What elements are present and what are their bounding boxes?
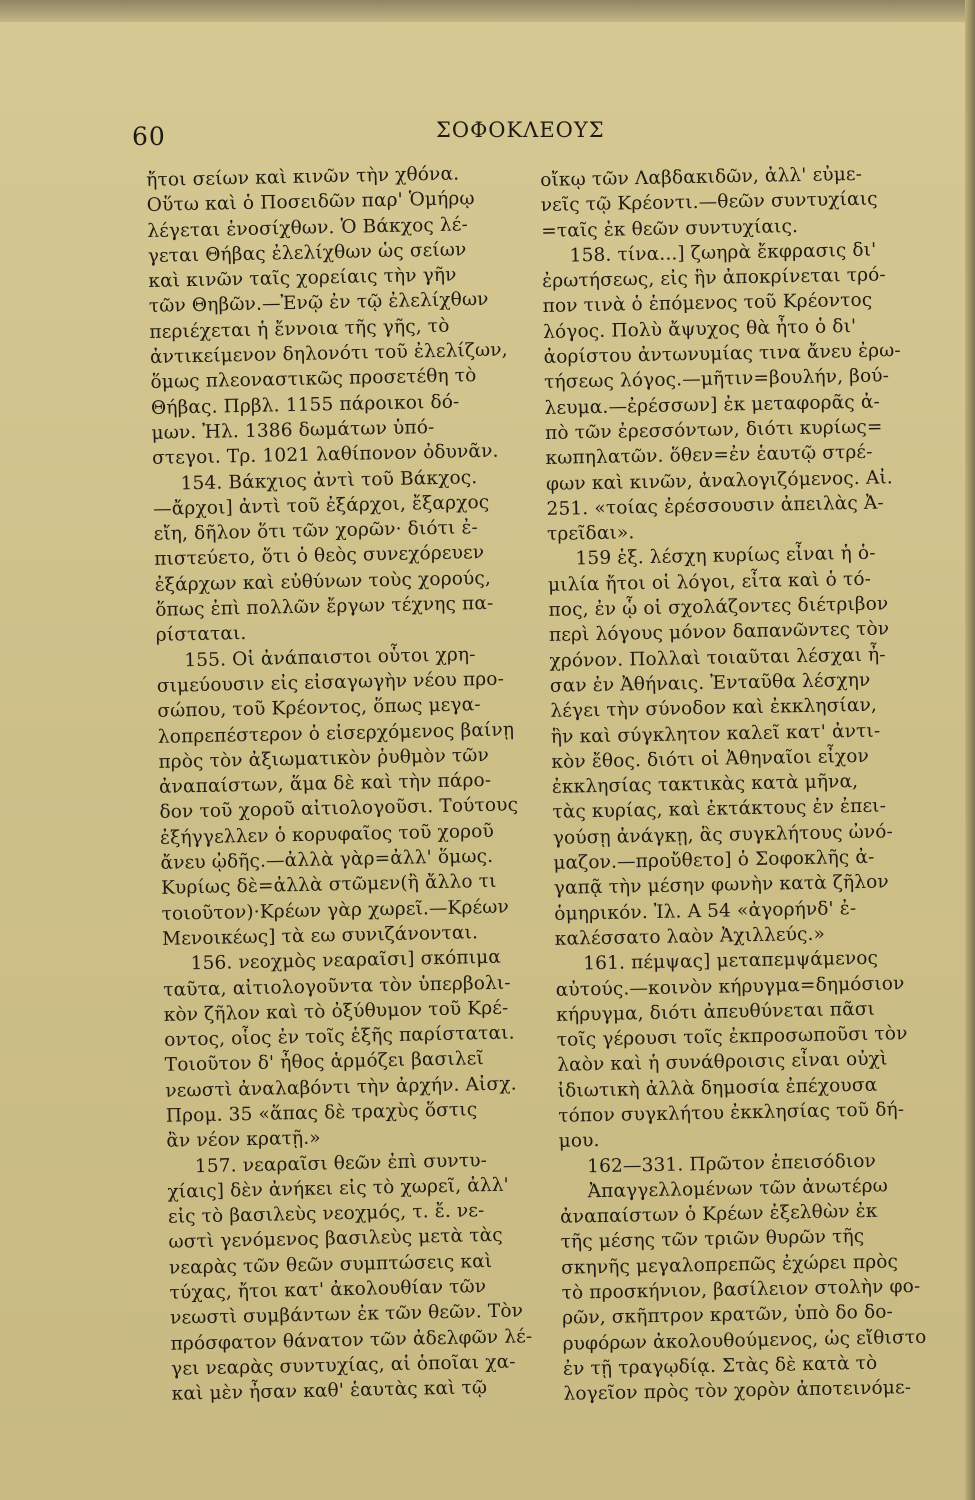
- text-line: τύχας, ἤτοι κατ' ἀκολουθίαν τῶν: [169, 1276, 487, 1304]
- text-line: μαζον.—προὔθετο] ὁ Σοφοκλῆς ἀ-: [553, 846, 875, 874]
- text-line: πος, ἐν ᾧ οἱ σχολάζοντες διέτριβον: [548, 593, 889, 621]
- text-line: 161. πέμψας] μεταπεμψάμενος: [583, 947, 879, 975]
- text-line: πρόσφατον θάνατον τῶν ἀδελφῶν λέ-: [170, 1325, 533, 1355]
- text-line: λογεῖον πρὸς τὸν χορὸν ἀποτεινόμε-: [563, 1377, 912, 1406]
- text-line: πιστεύετο, ὅτι ὁ θεὸς συνεχόρευεν: [153, 542, 485, 571]
- text-line: τοιοῦτον)·Κρέων γὰρ χωρεῖ.—Κρέων: [161, 896, 510, 925]
- page-top-edge: [0, 0, 975, 22]
- text-line: καὶ κινῶν ταῖς χορείαις τὴν γῆν: [148, 264, 457, 293]
- text-line: Τοιοῦτον δ' ἦθος ἁρμόζει βασιλεῖ: [164, 1048, 484, 1077]
- text-line: τῶν Θηβῶν.—Ἐνῷ ἐν τῷ ἐλελίχθων: [148, 289, 489, 318]
- text-line: λόγος. Πολὺ ἄψυχος θὰ ἦτο ὁ δι': [542, 315, 857, 343]
- text-line: λοπρεπέστερον ὁ εἰσερχόμενος βαίνῃ: [157, 718, 515, 748]
- text-line: Μενοικέως] τὰ εω συνιζάνονται.: [161, 922, 479, 950]
- text-line: 157. νεαραῖσι θεῶν ἐπὶ συντυ-: [194, 1149, 488, 1177]
- text-line: τόπον συγκλήτου ἐκκλησίας τοῦ δή-: [558, 1099, 905, 1127]
- text-line: τὰς κυρίας, καὶ ἐκτάκτους ἐν ἐπει-: [552, 795, 887, 824]
- page-right-edge: [965, 0, 975, 1500]
- text-line: ἐξήγγελλεν ὁ κορυφαῖος τοῦ χοροῦ: [159, 820, 495, 849]
- text-line: περιέχεται ἡ ἔννοια τῆς γῆς, τὸ: [149, 315, 450, 343]
- text-line: λέγεται ἐνοσίχθων. Ὁ Βάκχος λέ-: [147, 213, 469, 242]
- text-line: 158. τίνα...] ζωηρὰ ἔκφρασις δι': [569, 239, 877, 267]
- text-line: ὁμηρικόν. Ἰλ. Α 54 «ἀγορήνδ' ἐ-: [554, 897, 857, 925]
- text-line: λαὸν καὶ ἡ συνάθροισις εἶναι οὐχὶ: [557, 1048, 888, 1077]
- text-line: οντος, οἷος ἐν τοῖς ἑξῆς παρίσταται.: [164, 1022, 515, 1051]
- text-line: 156. νεοχμὸς νεαραῖσι] σκόπιμα: [190, 946, 502, 975]
- text-line: λευμα.—ἐρέσσων] ἐκ μεταφορᾶς ἀ-: [544, 391, 881, 419]
- text-line: κήρυγμα, διότι ἀπευθύνεται πᾶσι: [556, 998, 876, 1026]
- text-line: ἐξάρχων καὶ εὐθύνων τοὺς χορούς,: [154, 567, 492, 596]
- text-line: μιλία ἤτοι οἱ λόγοι, εἶτα καὶ ὁ τό-: [547, 568, 872, 596]
- text-line: εἰς τὸ βασιλεὺς νεοχμός, τ. ἔ. νε-: [167, 1200, 485, 1228]
- text-line: 159 ἑξ. λέσχη κυρίως εἶναι ἡ ὁ-: [575, 543, 876, 570]
- text-line: 162—331. Πρῶτον ἐπεισόδιον: [586, 1150, 877, 1177]
- text-line: ἐκκλησίας τακτικὰς κατὰ μῆνα,: [551, 771, 859, 799]
- text-line: ἣν καὶ σύγκλητον καλεῖ κατ' ἀντι-: [550, 720, 881, 748]
- text-line: ἤτοι σείων καὶ κινῶν τὴν χθόνα.: [146, 163, 460, 191]
- text-line: 155. Οἱ ἀνάπαιστοι οὗτοι χρη-: [184, 643, 476, 671]
- text-line: πρὸς τὸν ἀξιωματικὸν ῥυθμὸν τῶν: [158, 744, 490, 773]
- text-line: ὅπως ἐπὶ πολλῶν ἔργων τέχνης πα-: [155, 592, 494, 621]
- text-line: γαπᾷ τὴν μέσην φωνὴν κατὰ ζῆλον: [553, 871, 889, 900]
- text-line: τῆς μέσης τῶν τριῶν θυρῶν τῆς: [560, 1226, 865, 1254]
- right-column: [540, 161, 936, 1407]
- text-line: στεγοι. Τρ. 1021 λαθίπονον ὀδυνᾶν.: [151, 440, 499, 470]
- text-line: δον τοῦ χοροῦ αἰτιολογοῦσι. Τούτους: [159, 794, 519, 824]
- text-line: τοῖς γέρουσι τοῖς ἐκπροσωποῦσι τὸν: [556, 1023, 908, 1051]
- text-line: —ἄρχοι] ἀντὶ τοῦ ἐξάρχοι, ἔξαρχος: [152, 491, 490, 520]
- page-number: 60: [132, 122, 166, 151]
- text-line: ἂν νέον κρατῇ.»: [166, 1127, 322, 1153]
- text-line: οἴκῳ τῶν Λαβδακιδῶν, ἀλλ' εὐμε-: [540, 163, 863, 191]
- text-line: Προμ. 35 «ἅπας δὲ τραχὺς ὅστις: [165, 1099, 478, 1127]
- text-line: ἀορίστου ἀντωνυμίας τινα ἄνευ ἐρω-: [543, 340, 902, 369]
- text-line: Θήβας. Πρβλ. 1155 πάροικοι δό-: [150, 391, 460, 419]
- text-line: νεῖς τῷ Κρέοντι.—θεῶν συντυχίαις: [540, 188, 878, 217]
- text-line: κὸν ζῆλον καὶ τὸ ὀξύθυμον τοῦ Κρέ-: [163, 997, 509, 1026]
- text-line: ἰδιωτικὴ ἀλλὰ δημοσία ἐπέχουσα: [557, 1074, 878, 1102]
- text-line: Οὕτω καὶ ὁ Ποσειδῶν παρ' Ὁμήρῳ: [146, 188, 475, 217]
- text-line: γει νεαρὰς συντυχίας, αἱ ὁποῖαι χα-: [170, 1351, 516, 1380]
- text-line: ἀναπαίστων, ἅμα δὲ καὶ τὴν πάρο-: [158, 770, 492, 798]
- text-line: χίαις] δὲν ἀνήκει εἰς τὸ χωρεῖ, ἀλλ': [167, 1174, 510, 1203]
- text-line: Κυρίως δὲ=ἀλλὰ στῶμεν(ἢ ἄλλο τι: [160, 871, 497, 900]
- text-line: εἴη, δῆλον ὅτι τῶν χορῶν· διότι ἐ-: [153, 517, 479, 546]
- text-line: ἐρωτήσεως, εἰς ἣν ἀποκρίνεται τρό-: [541, 264, 887, 293]
- text-line: κὸν ἔθος. διότι οἱ Ἀθηναῖοι εἶχον: [551, 745, 870, 773]
- text-line: αὐτούς.—κοινὸν κήρυγμα=δημόσιον: [555, 972, 905, 1001]
- text-line: 154. Βάκχιος ἀντὶ τοῦ Βάκχος.: [180, 466, 478, 494]
- text-line: μου.: [558, 1130, 600, 1153]
- text-line: ωστὶ γενόμενος βασιλεὺς μετὰ τὰς: [168, 1225, 503, 1254]
- text-line: ρίσταται.: [155, 623, 247, 647]
- text-line: σκηνῆς μεγαλοπρεπῶς ἐχώρει πρὸς: [560, 1251, 899, 1279]
- text-line: ρῶν, σκῆπτρον κρατῶν, ὑπὸ δο δο-: [561, 1301, 894, 1330]
- text-line: νεαρὰς τῶν θεῶν συμπτώσεις καὶ: [168, 1250, 493, 1279]
- text-line: τρεῖδαι».: [546, 522, 635, 546]
- text-line: ὅμως πλεοναστικῶς προσετέθη τὸ: [150, 365, 477, 394]
- text-line: περὶ λόγους μόνον δαπανῶντες τὸν: [548, 618, 890, 647]
- text-line: ἀναπαίστων ὁ Κρέων ἐξελθὼν ἐκ: [559, 1200, 878, 1228]
- text-line: μων. Ἠλ. 1386 δωμάτων ὑπό-: [151, 416, 435, 444]
- text-line: χρόνον. Πολλαὶ τοιαῦται λέσχαι ἦ-: [549, 644, 886, 672]
- text-line: γούσῃ ἀνάγκῃ, ἃς συγκλήτους ὠνό-: [552, 821, 894, 849]
- text-line: Ἀπαγγελλομένων τῶν ἀνωτέρω: [587, 1175, 889, 1203]
- text-line: τήσεως λόγος.—μῆτιν=βουλήν, βού-: [543, 365, 890, 394]
- running-head: ΣΟΦΟΚΛΕΟΥΣ: [436, 118, 605, 142]
- text-line: ἐν τῇ τραγῳδίᾳ. Στὰς δὲ κατὰ τὸ: [562, 1352, 878, 1380]
- text-line: ταῦτα, αἰτιολογοῦντα τὸν ὑπερβολι-: [162, 972, 511, 1001]
- text-line: ρυφόρων ἀκολουθούμενος, ὡς εἴθιστο: [562, 1326, 927, 1355]
- text-line: τὸ προσκήνιον, βασίλειον στολὴν φο-: [561, 1275, 921, 1304]
- text-line: λέγει τὴν σύνοδον καὶ ἐκκλησίαν,: [550, 694, 878, 723]
- text-line: νεωστὶ συμβάντων ἐκ τῶν θεῶν. Τὸν: [169, 1300, 524, 1330]
- text-line: γεται Θήβας ἐλελίχθων ὡς σείων: [147, 239, 467, 267]
- text-line: =ταῖς ἐκ θεῶν συντυχίαις.: [541, 215, 799, 242]
- text-line: σαν ἐν Ἀθήναις. Ἐνταῦθα λέσχην: [549, 669, 871, 697]
- text-line: 251. «τοίας ἐρέσσουσιν ἀπειλὰς Ἀ-: [546, 492, 885, 520]
- text-line: ἀντικείμενον δηλονότι τοῦ ἐλελίζων,: [149, 339, 508, 369]
- text-line: φων καὶ κινῶν, ἀναλογιζόμενος. Αἰ.: [545, 466, 894, 495]
- text-line: νεωστὶ ἀναλαβόντι τὴν ἀρχήν. Αἰσχ.: [165, 1073, 517, 1102]
- text-line: πον τινὰ ὁ ἑπόμενος τοῦ Κρέοντος: [542, 290, 873, 318]
- left-column: [146, 160, 540, 1407]
- text-line: καλέσσατο λαὸν Ἀχιλλεύς.»: [554, 923, 826, 950]
- text-line: καὶ μὲν ἦσαν καθ' ἑαυτὰς καὶ τῷ: [171, 1377, 488, 1405]
- text-line: σιμεύουσιν εἰς εἰσαγωγὴν νέου προ-: [156, 668, 505, 697]
- text-line: σώπου, τοῦ Κρέοντος, ὅπως μεγα-: [157, 694, 481, 723]
- text-line: ἄνευ ᾠδῆς.—ἀλλὰ γὰρ=ἀλλ' ὅμως.: [160, 845, 494, 874]
- text-line: κωπηλατῶν. ὅθεν=ἐν ἑαυτῷ στρέ-: [545, 441, 873, 470]
- text-line: πὸ τῶν ἐρεσσόντων, διότι κυρίως=: [544, 416, 883, 444]
